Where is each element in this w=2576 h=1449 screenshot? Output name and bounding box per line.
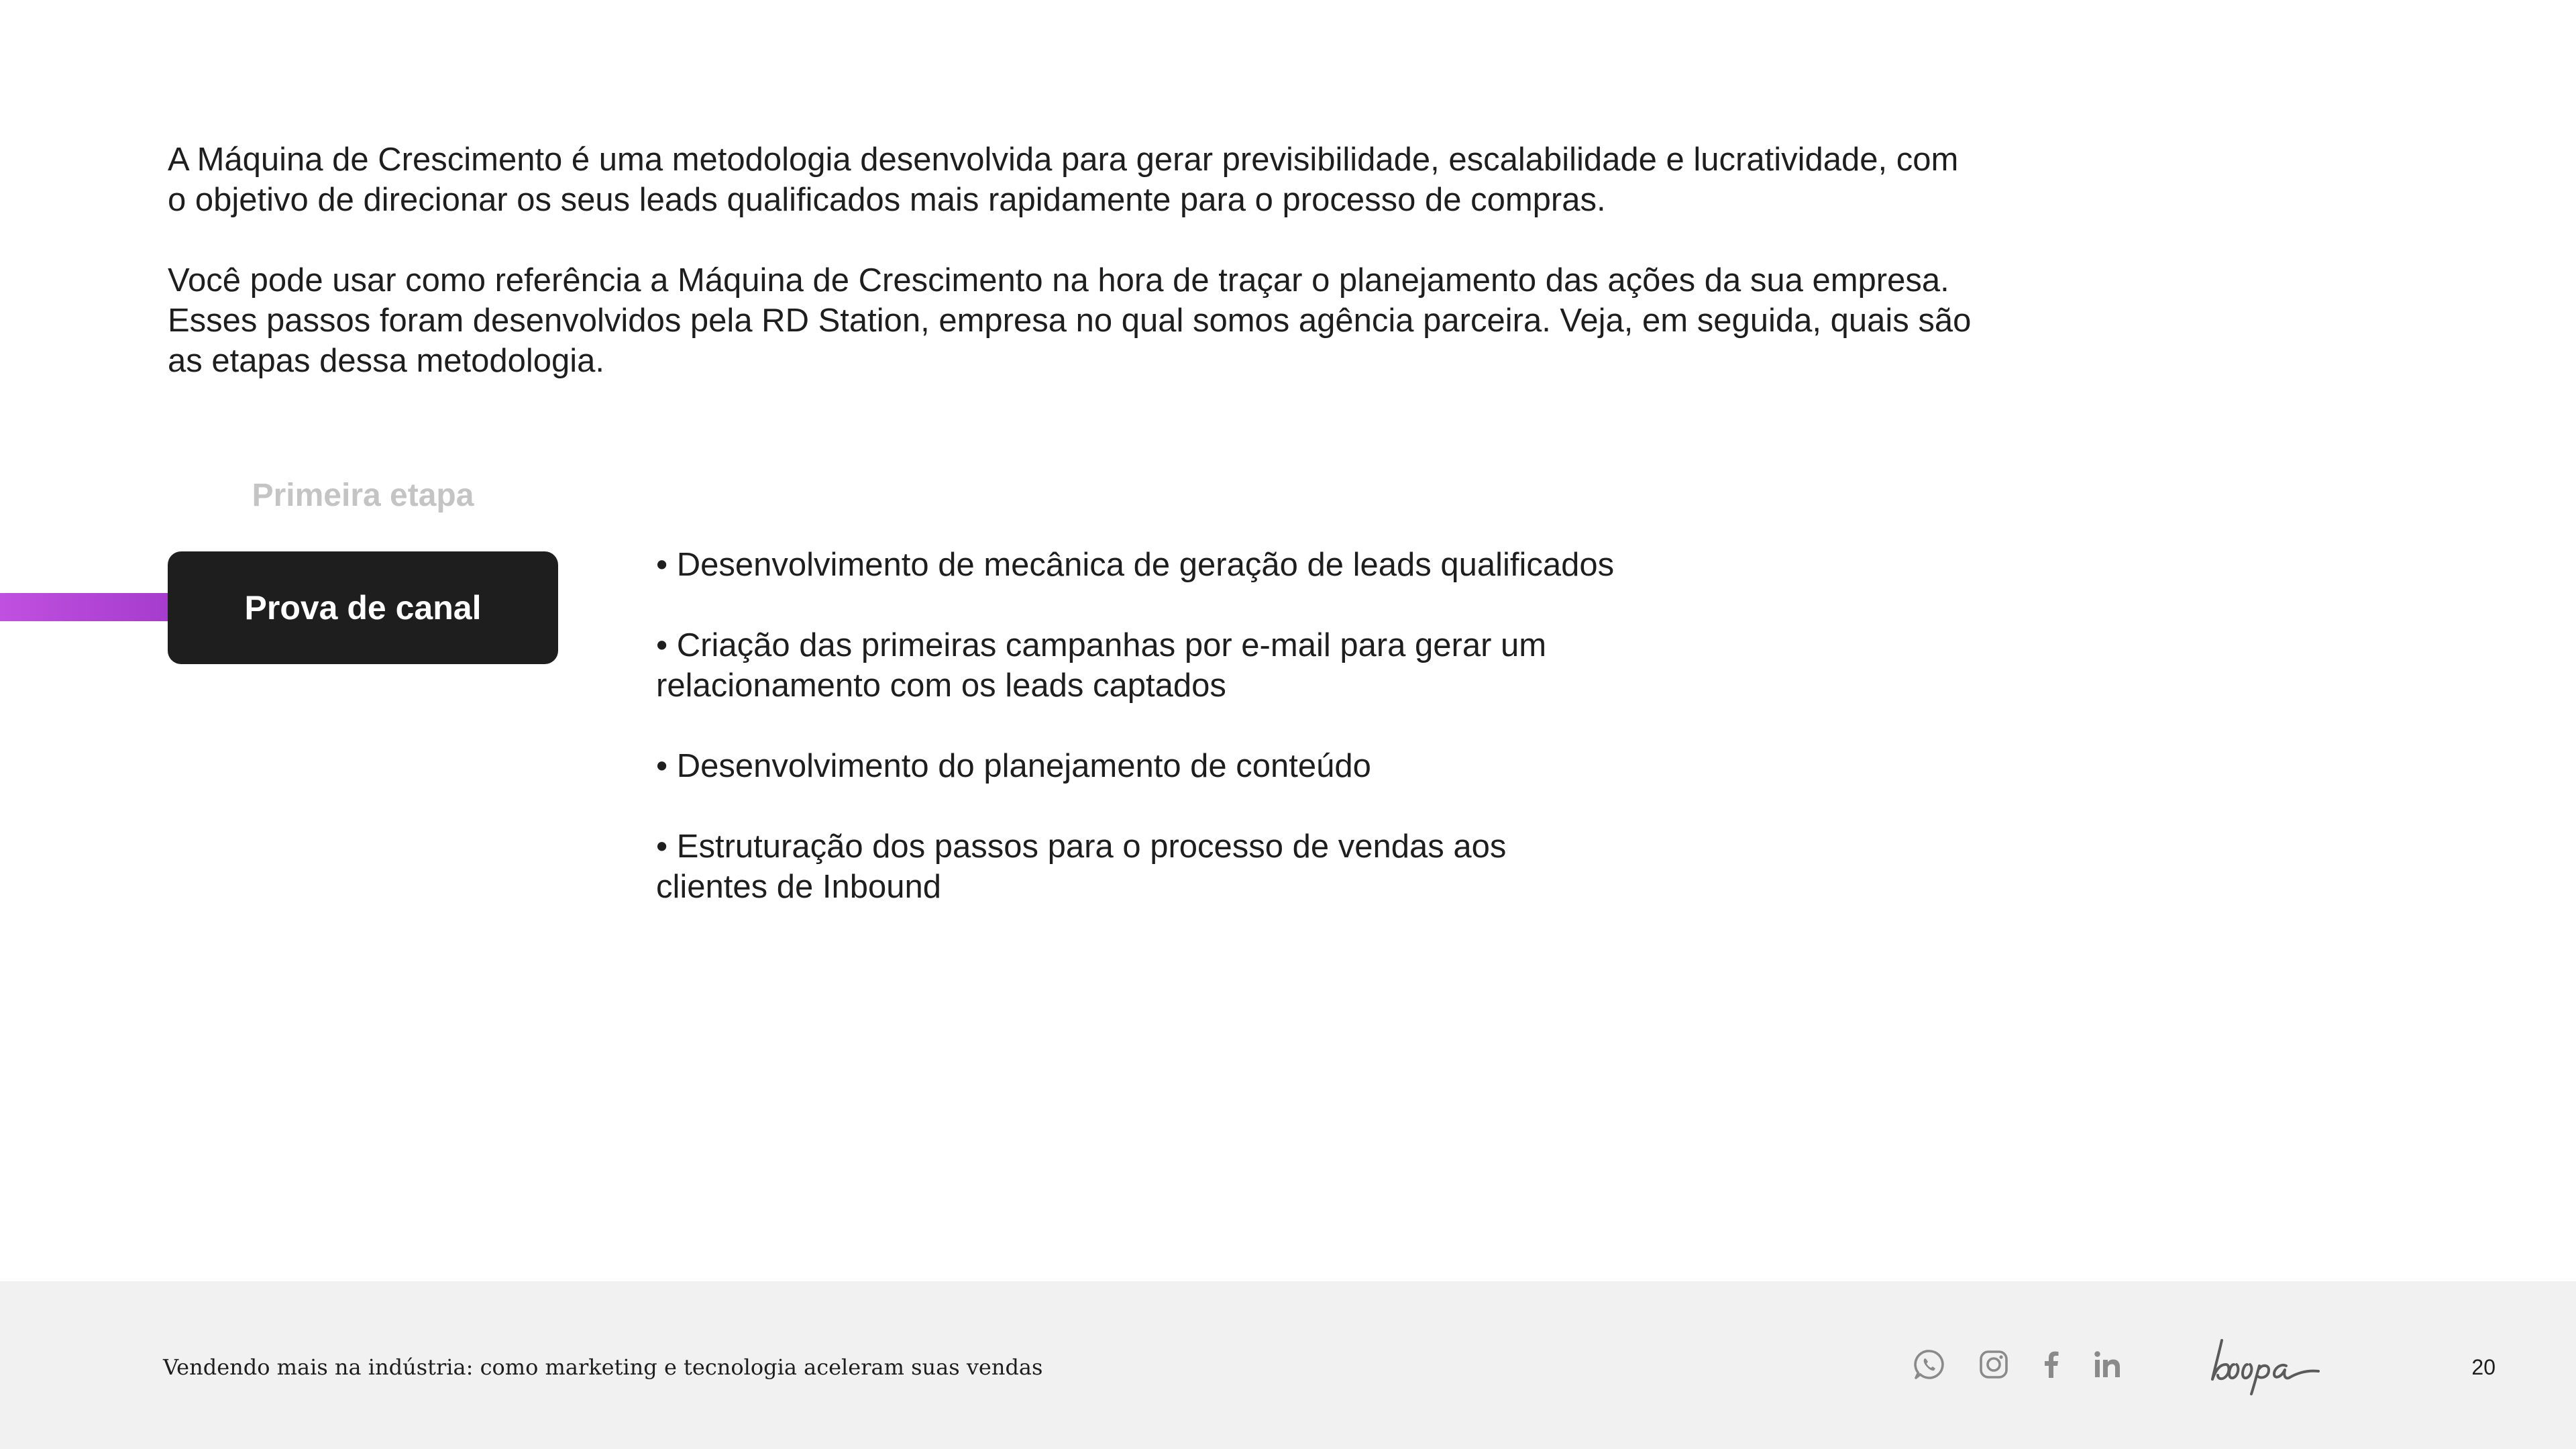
bullet-item: • Desenvolvimento de mecânica de geração de leads qualificados <box>656 547 1615 583</box>
stage-title-box <box>168 551 558 664</box>
footer-title: Vendendo mais na indústria: como marketing e tecnologia aceleram suas vendas <box>163 1354 1043 1380</box>
bullet-item: • Estruturação dos passos para o processo de vendas aos clientes de Inbound <box>656 828 1507 905</box>
instagram-icon[interactable] <box>1975 1346 2012 1383</box>
bullet-item: • Desenvolvimento do planejamento de conteúdo <box>656 748 1371 784</box>
bullet-list <box>656 545 1703 947</box>
linkedin-icon[interactable] <box>2089 1346 2127 1383</box>
stage-label: Primeira etapa <box>252 478 474 513</box>
loopa-logo <box>2207 1335 2322 1395</box>
stage-title: Prova de canal <box>244 589 482 627</box>
whatsapp-icon[interactable] <box>1911 1346 1948 1383</box>
facebook-icon[interactable] <box>2033 1346 2070 1383</box>
accent-bar <box>0 593 168 621</box>
bullet-item: • Criação das primeiras campanhas por e-mail para gerar um relacionamento com os leads captados <box>656 627 1547 704</box>
intro-paragraph-2: Você pode usar como referência a Máquina de Crescimento na hora de traçar o planejamento das ações da sua empresa. Esses passos foram desenvolvidos pela RD Station, empresa no qual somos agência parceira. Veja, em seguida, quais são as etapas dessa metodologia. <box>168 262 1972 379</box>
page-number: 20 <box>2471 1355 2496 1379</box>
intro-text <box>168 140 1979 421</box>
footer <box>0 1281 2576 1449</box>
intro-paragraph-1: A Máquina de Crescimento é uma metodologia desenvolvida para gerar previsibilidade, escalabilidade e lucratividade, com o objetivo de direcionar os seus leads qualificados mais rapidamente para o processo de compras. <box>168 142 1959 218</box>
